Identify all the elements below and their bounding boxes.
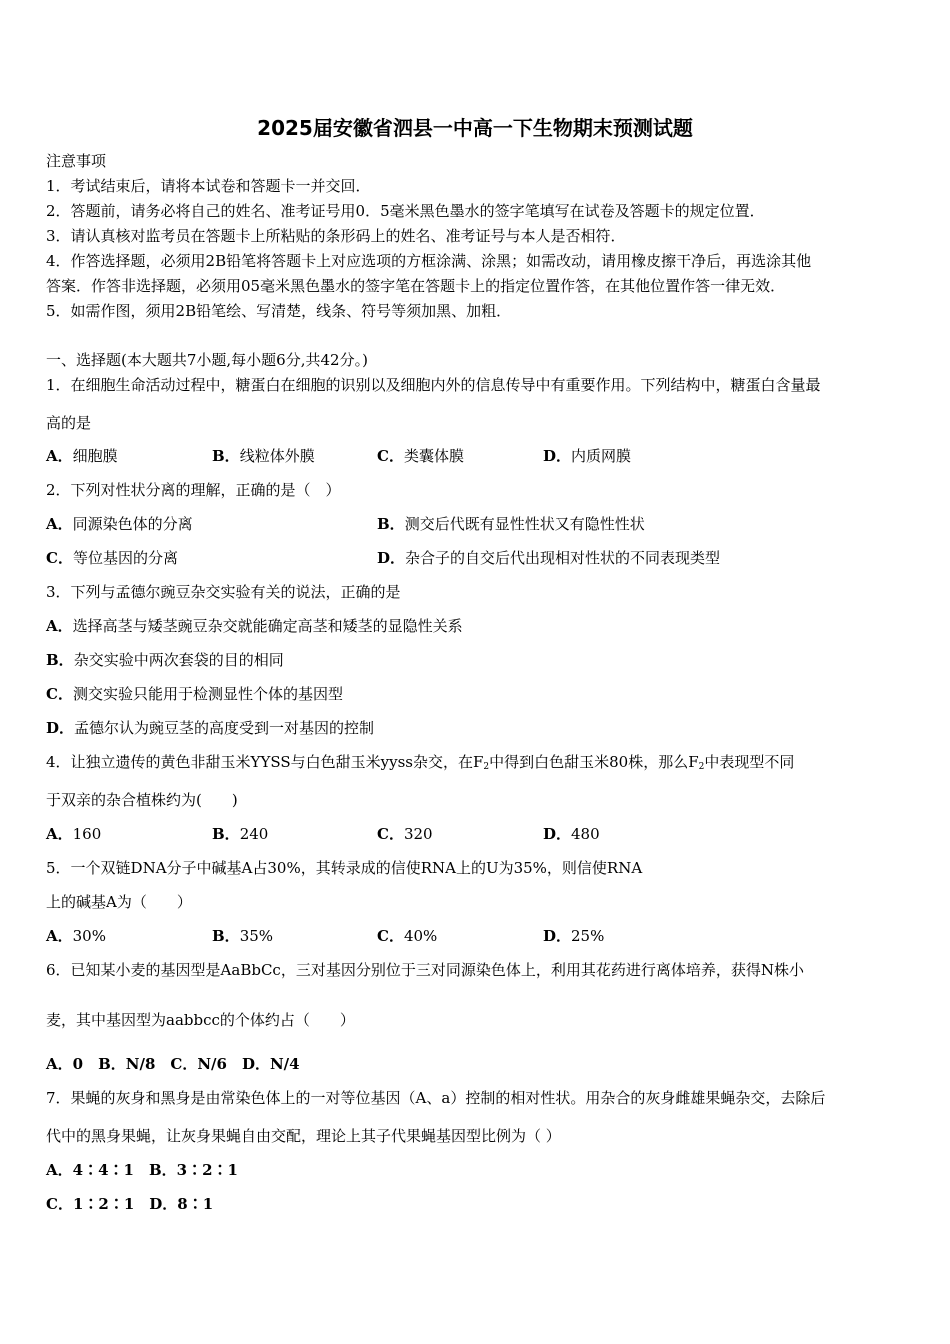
q1-option-d: D．内质网膜 [543, 447, 632, 465]
question-7-stem: 7．果蝇的灰身和黑身是由常染色体上的一对等位基因（A、a）控制的相对性状。用杂合的灰身雌雄果蝇杂交，去除后 [46, 1089, 826, 1107]
notice-item: 5．如需作图，须用2B铅笔绘、写清楚，线条、符号等须加黑、加粗． [46, 302, 512, 320]
question-4-stem: 4．让独立遗传的黄色非甜玉米YYSS与白色甜玉米yyss杂交，在$F_2$中得到白色甜玉米80株，那么$F_2$中表现型不同 [46, 753, 795, 772]
question-6-stem-cont: 麦，其中基因型为aabbcc的个体约占（ ） [46, 1011, 355, 1029]
q3-option-b: B．杂交实验中两次套袋的目的相同 [46, 651, 284, 669]
question-1-stem-cont: 高的是 [46, 414, 92, 432]
q3-option-d: D．孟德尔认为豌豆茎的高度受到一对基因的控制 [46, 719, 375, 737]
notice-item: 1．考试结束后，请将本试卷和答题卡一并交回． [46, 177, 371, 195]
question-7-stem-cont: 代中的黑身果蝇，让灰身果蝇自由交配，理论上其子代果蝇基因型比例为（ ） [46, 1127, 561, 1145]
notice-heading: 注意事项 [46, 152, 107, 170]
q6-options: A．0 B．N/8 C．N/6 D．N/4 [46, 1055, 300, 1073]
q5-option-a: A．30% [46, 927, 106, 945]
q5-option-c: C．40% [377, 927, 438, 945]
page-title: 2025届安徽省泗县一中高一下生物期末预测试题 [257, 116, 693, 140]
q2-option-b: B．测交后代既有显性性状又有隐性性状 [377, 515, 645, 533]
question-5-stem-cont: 上的碱基A为（ ） [46, 893, 192, 911]
q2-option-d: D．杂合子的自交后代出现相对性状的不同表现类型 [377, 549, 721, 567]
question-5-stem: 5．一个双链DNA分子中碱基A占30%，其转录成的信使RNA上的U为35%，则信使RNA [46, 859, 643, 877]
question-1-stem: 1．在细胞生命活动过程中，糖蛋白在细胞的识别以及细胞内外的信息传导中有重要作用。下列结构中，糖蛋白含量最 [46, 376, 821, 394]
question-6-stem: 6．已知某小麦的基因型是AaBbCc，三对基因分别位于三对同源染色体上，利用其花药进行离体培养，获得N株小 [46, 961, 804, 979]
question-2-stem: 2．下列对性状分离的理解，正确的是（ ） [46, 481, 341, 499]
notice-item: 2．答题前，请务必将自己的姓名、准考证号用0．5毫米黑色墨水的签字笔填写在试卷及答题卡的规定位置． [46, 202, 765, 220]
q4-option-d: D．480 [543, 825, 600, 843]
q2-option-a: A．同源染色体的分离 [46, 515, 193, 533]
q4-option-b: B．240 [212, 825, 269, 843]
q7-options-1: A．4∶4∶1 B．3∶2∶1 [46, 1161, 238, 1179]
q3-option-c: C．测交实验只能用于检测显性个体的基因型 [46, 685, 343, 703]
q4-option-a: A．160 [46, 825, 102, 843]
q1-option-c: C．类囊体膜 [377, 447, 464, 465]
q5-option-d: D．25% [543, 927, 605, 945]
q1-option-b: B．线粒体外膜 [212, 447, 315, 465]
q7-options-2: C．1∶2∶1 D．8∶1 [46, 1195, 214, 1213]
notice-item: 答案．作答非选择题，必须用05毫米黑色墨水的签字笔在答题卡上的指定位置作答，在其他位置作答一律无效． [46, 277, 786, 295]
q3-option-a: A．选择高茎与矮茎豌豆杂交就能确定高茎和矮茎的显隐性关系 [46, 617, 463, 635]
question-4-stem-cont: 于双亲的杂合植株约为( ) [46, 791, 238, 809]
question-3-stem: 3．下列与孟德尔豌豆杂交实验有关的说法，正确的是 [46, 583, 401, 601]
notice-item: 4．作答选择题，必须用2B铅笔将答题卡上对应选项的方框涂满、涂黑；如需改动，请用橡皮擦干净后，再选涂其他 [46, 252, 812, 270]
q5-option-b: B．35% [212, 927, 274, 945]
q4-option-c: C．320 [377, 825, 433, 843]
q1-option-a: A．细胞膜 [46, 447, 118, 465]
section-heading: 一、选择题(本大题共7小题,每小题6分,共42分。) [46, 351, 368, 369]
notice-item: 3．请认真核对监考员在答题卡上所粘贴的条形码上的姓名、准考证号与本人是否相符． [46, 227, 626, 245]
q2-option-c: C．等位基因的分离 [46, 549, 178, 567]
